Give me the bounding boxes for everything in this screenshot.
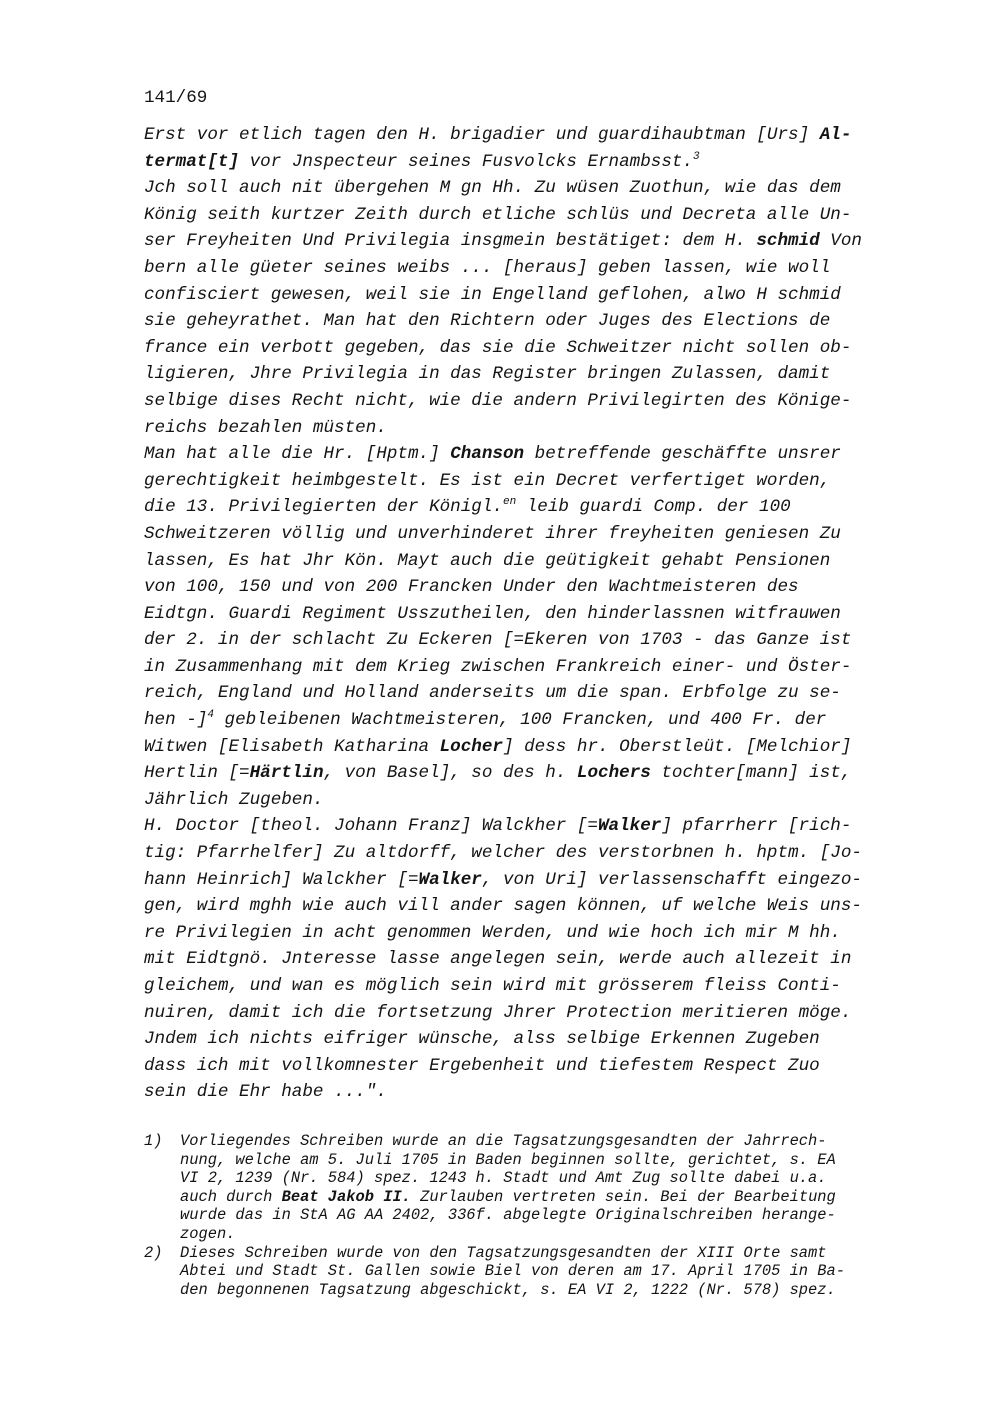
footnote-2	[144, 1244, 924, 1300]
body-line: gleichem, und wan es möglich sein wird mit grösserem fleiss Conti-	[144, 976, 841, 996]
body-text: Erst vor etlich tagen den H. brigadier und guardihaubtman [Urs]	[144, 125, 820, 145]
body-text: Man hat alle die Hr. [Hptm.]	[144, 444, 451, 465]
body-line: mit Eidtgnö. Jnteresse lasse angelegen sein, werde auch allezeit in	[144, 949, 852, 970]
footnote-text	[180, 1132, 924, 1244]
footnote-line: zogen.	[180, 1224, 236, 1243]
footnote-text	[180, 1244, 924, 1300]
body-line: confisciert gewesen, weil sie in Engelland geflohen, alwo H schmid	[144, 284, 841, 305]
body-line	[144, 149, 924, 176]
footnote-ref: 3	[693, 150, 700, 163]
body-text: ser Freyheiten Und Privilegia insgmein bestätiget: dem H.	[144, 231, 757, 252]
footnote-line: Abtei und Stadt St. Gallen sowie Biel von deren am 17. April 1705 in Ba-	[180, 1262, 845, 1281]
body-line	[144, 813, 924, 840]
body-line: bern alle güeter seines weibs ... [heraus] geben lassen, wie woll	[144, 257, 831, 278]
body-line: gen, wird mghh wie auch vill ander sagen können, uf welche Weis uns-	[144, 896, 862, 917]
body-text: ] pfarrherr [rich-	[661, 816, 852, 837]
body-text: , von Uri] verlassenschafft eingezo-	[481, 869, 862, 890]
body-line	[144, 494, 924, 521]
body-line: von 100, 150 und von 200 Francken Under den Wachtmeisteren des	[144, 577, 799, 598]
body-line: gerechtigkeit heimbgestelt. Es ist ein Decret verfertiget worden,	[144, 470, 831, 491]
body-line: sein die Ehr habe ...".	[144, 1082, 387, 1103]
body-text: gebleibenen Wachtmeisteren, 100 Francken, und 400 Fr. der	[213, 710, 827, 731]
body-line: ligieren, Jhre Privilegia in das Register bringen Zulassen, damit	[144, 364, 831, 385]
body-text: betreffende geschäffte unsrer	[524, 444, 841, 465]
footnote-ref: 4	[207, 709, 214, 722]
body-text: Hertlin [=	[144, 763, 250, 784]
body-line: dass ich mit vollkomnester Ergebenheit und tiefestem Respect Zuo	[144, 1055, 820, 1076]
footnote-line: Vorliegendes Schreiben wurde an die Tagsatzungsgesandten der Jahrrech-	[180, 1132, 827, 1150]
name-emphasis: Walker	[418, 869, 482, 890]
body-line	[144, 228, 924, 255]
body-text: Von	[819, 231, 862, 252]
body-text: , von Basel], so des h.	[323, 763, 577, 784]
body-text: H. Doctor [theol. Johann Franz] Walckher [=	[144, 816, 598, 837]
name-emphasis: Walker	[598, 816, 662, 837]
body-line: sie geheyrathet. Man hat den Richtern oder Juges des Elections de	[144, 311, 831, 332]
body-line: tig: Pfarrhelfer] Zu altdorff, welcher des verstorbnen h. hptm. [Jo-	[144, 843, 862, 864]
body-line: reich, England und Holland anderseits um die span. Erbfolge zu se-	[144, 683, 841, 704]
body-line: der 2. in der schlacht Zu Eckeren [=Ekeren von 1703 - das Ganze ist	[144, 630, 852, 651]
body-line: in Zusammenhang mit dem Krieg zwischen Frankreich einer- und Öster-	[144, 656, 852, 677]
body-text: Witwen [Elisabeth Katharina	[144, 736, 440, 757]
body-line: nuiren, damit ich die fortsetzung Jhrer Protection meritieren möge.	[144, 1002, 852, 1023]
superscript: en	[502, 496, 517, 509]
letter-body	[144, 122, 924, 1106]
body-line	[144, 122, 924, 149]
footnote-text-part: auch durch	[180, 1187, 282, 1206]
name-emphasis: Locher	[439, 736, 503, 757]
body-text: vor Jnspecteur seines Fusvolcks Ernambsst.	[239, 151, 694, 172]
body-text: hann Heinrich] Walckher [=	[144, 869, 419, 890]
footnote-number: 2)	[144, 1243, 163, 1262]
body-line: Eidtgn. Guardi Regiment Usszutheilen, den hinderlassnen witfrauwen	[144, 603, 841, 624]
body-text: hen -]	[144, 710, 208, 731]
body-line: Jährlich Zugeben.	[144, 789, 324, 810]
footnotes	[144, 1132, 924, 1299]
body-line	[144, 707, 924, 734]
body-line: selbige dises Recht nicht, wie die andern Privilegirten des Könige-	[144, 390, 852, 411]
footnote-line: VI 2, 1239 (Nr. 584) spez. 1243 h. Stadt und Amt Zug sollte dabei u.a.	[180, 1169, 827, 1188]
name-emphasis: termat[t]	[144, 151, 240, 172]
body-text: tochter[mann] ist,	[650, 763, 852, 784]
page-number: 141/69	[144, 88, 208, 108]
name-emphasis: Lochers	[576, 763, 651, 784]
name-emphasis: schmid	[756, 231, 820, 252]
body-line: re Privilegien in acht genommen Werden, und wie hoch ich mir M hh.	[144, 922, 841, 943]
footnote-line: nung, welche am 5. Juli 1705 in Baden beginnen sollte, gerichtet, s. EA	[180, 1150, 836, 1169]
body-line: König seith kurtzer Zeith durch etliche schlüs und Decreta alle Un-	[144, 204, 852, 225]
body-line: france ein verbott gegeben, das sie die Schweitzer nicht sollen ob-	[144, 337, 852, 358]
body-line: reichs bezahlen müsten.	[144, 417, 387, 438]
body-line: Schweitzeren völlig und unverhinderet ihrer freyheiten geniesen Zu	[144, 523, 841, 544]
body-line: Jch soll auch nit übergehen M gn Hh. Zu wüsen Zuothun, wie das dem	[144, 178, 841, 199]
body-line: Jndem ich nichts eifriger wünsche, alss selbige Erkennen Zugeben	[144, 1029, 820, 1050]
body-text: ] dess hr. Oberstleüt. [Melchior]	[502, 736, 852, 757]
name-emphasis: Beat Jakob II.	[281, 1187, 411, 1206]
footnote-1	[144, 1132, 924, 1244]
footnote-line: wurde das in StA AG AA 2402, 336f. abgelegte Originalschreiben herange-	[180, 1206, 836, 1225]
body-line	[144, 760, 924, 787]
footnote-line: Dieses Schreiben wurde von den Tagsatzungsgesandten der XIII Orte samt	[180, 1243, 827, 1262]
name-emphasis: Chanson	[450, 444, 525, 465]
body-text: leib guardi Comp. der 100	[516, 497, 791, 518]
body-line	[144, 867, 924, 894]
name-emphasis: Härtlin	[249, 763, 324, 784]
name-emphasis: Al-	[819, 125, 852, 145]
footnote-text-part: Zurlauben vertreten sein. Bei der Bearbeitung	[410, 1187, 836, 1206]
body-line	[144, 734, 924, 761]
footnote-number: 1)	[144, 1132, 163, 1150]
body-line	[144, 441, 924, 468]
body-line: lassen, Es hat Jhr Kön. Mayt auch die geütigkeit gehabt Pensionen	[144, 550, 831, 571]
footnote-line: den begonnenen Tagsatzung abgeschickt, s. EA VI 2, 1222 (Nr. 578) spez.	[180, 1280, 836, 1299]
body-text: die 13. Privilegierten der Königl.	[144, 497, 503, 518]
footnote-line	[180, 1188, 924, 1207]
